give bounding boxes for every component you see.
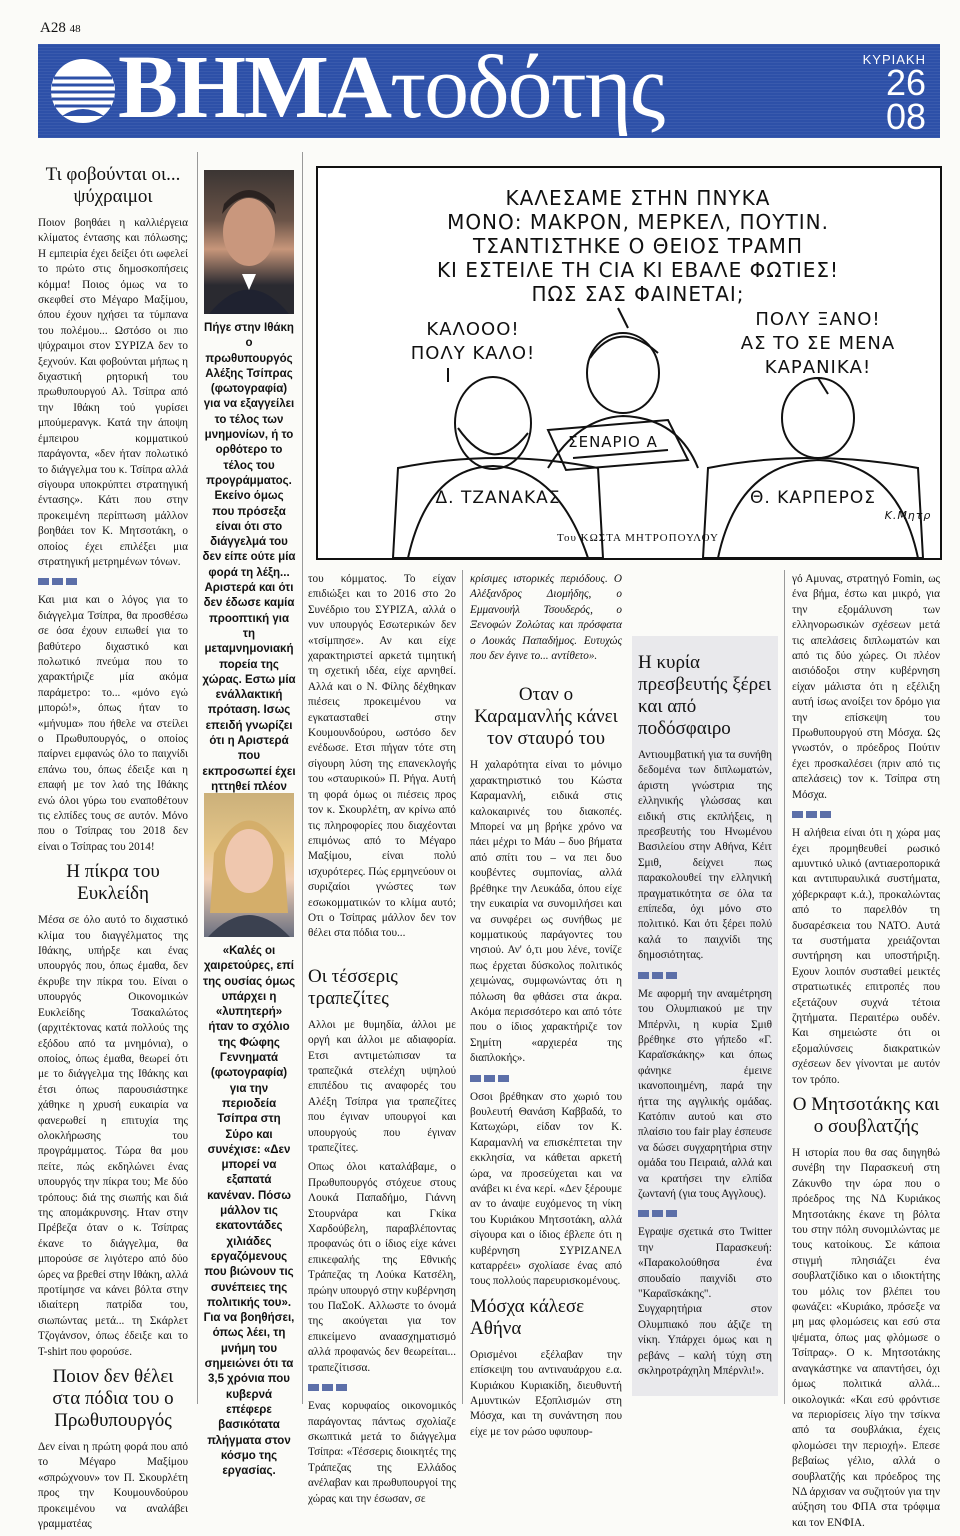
cartoon-chair-label: Θ. ΚΑΡΠΕΡΟΣ (749, 488, 877, 508)
section-separator (38, 578, 78, 585)
masthead (38, 38, 940, 138)
tsipras-photo (204, 170, 294, 314)
section-separator (792, 811, 832, 818)
column-rule (197, 152, 198, 1404)
paragraph: Μέσα σε όλο αυτό το διχαστικό κλίμα του διαγγέλματος της Ιθάκης, υπήρξε και ένας υπουργός που, όπως έμαθα, δεν έκρυβε την πίκρα του. Είναι ο υπουργός Οικονομικών Ευκλείδης Τσακαλώτος (αρχιτέκτονας κατά πολλούς της εξόδου από τα μνημόνια), ο οποίος, όπως έμαθα, θεωρεί ότι με το διάγγελμα της Ιθάκης και έτσι όπως παρουσιάστηκε χάθηκε η χρυσή ευκαιρία να φανερωθεί η επιτυχία της ολοκλήρωσης του προγράμματος. Τώρα θα μου πείτε, πώς εκδηλώνει ένας υπουργός την πίκρα του; Με δύο τρόπους: διά της σιωπής και διά της απομάκρυνσης. Ηταν στην Πρέβεζα όταν ο κ. Τσίπρας έκανε το διάγγελμα, θα μπορούσε σε λιγότερο από δύο ώρες να βρεθεί στην Ιθάκη, αλλά προτίμησε να κάνει βόλτα στην ιδιαίτερη πατρίδα του, σιωπώντας μετά... τη Σκάρλετ Τζογάνσον, όπως έδειξε και το T-shirt που φορούσε. (38, 914, 188, 1358)
cartoon-credit: Του ΚΩΣΤΑ ΜΗΤΡΟΠΟΥΛΟΥ (557, 532, 719, 544)
column-4 (470, 572, 622, 1444)
paragraph: Ποιον βοηθάει η καλλιέργεια κλίματος έντασης και πόλωσης; Η εμπειρία έχει δείξει ότι ωφελεί το πρώτο στις δημοσκοπήσεις κόμμα! Ποιος όμως να το σκεφθεί στο Μέγαρο Μαξίμου, όπου έχουν ηχήσει τα τύμπανα του πολέμου... Ωστόσο οι πιο ψύχραιμοι στον ΣΥΡΙΖΑ δεν το ξεχνούν. Και φοβούνται μήπως η διχαστική ρητορική του πρωθυπουργού Αλ. Τσίπρα από την Ιθάκη τού γυρίσει μπούμερανγκ. Κατά την άποψη έμπειρου κομματικού παράγοντα, «δεν ήταν πολωτικό το διάγγελμα του κ. Τσίπρα αλλά σίγουρα υποκρύπτει στρατηγική έντασης». Κάτι που στην προκειμένη περίπτωση μάλλον βοηθάει τον Κ. Μητσοτάκη, ο οποίος έχει επιλέξει μια στρατηγική μετρημένων τόνων. (38, 217, 188, 568)
paragraph: Η ιστορία που θα σας διηγηθώ συνέβη την Παρασκευή στη Ζάκυνθο την ώρα που ο πρόεδρος της ΝΔ Κυριάκος Μητσοτάκης έκανε τη βόλτα του στην πόλη συνομιλώντας με τους κατοίκους. Σε κάποια στιγμή πλησιάζει ένα σουβλατζίδικο και ο ιδιοκτήτης του μόλις τον βλέπει του φωνάζει: «Κυριάκο, πρόσεξε να μη μας φλομώσεις και εσύ στα ψέματα, όπως μας φλόμωσε ο Τσίπρας». Ο κ. Μητσοτάκης αναγκάστηκε να απαντήσει, όχι όμως πολιτικά αλλά... οικολογικά: «Και εσύ φρόντισε να περιορίσεις λίγο την τσίκνα από τα σουβλάκια, έχεις φλομώσει την περιοχή». Επεσε βεβαίως γέλιο, αλλά ο σουβλατζής και πρόεδρος της ΝΔ άρχισαν να συζητούν για την αύξηση του ΦΠΑ στα τρόφιμα και τον ΕΝΦΙΑ. (792, 1147, 940, 1529)
paragraph: Η χαλαρότητα είναι το μόνιμο χαρακτηριστικό του Κώστα Καραμανλή, ειδικά στις καλοκαιρινές του διακοπές. Μπορεί να μη βρήκε χρόνο να πάει μέχρι το Μάυ – δυο βήματα από σπίτι του – να πει δυο κουβέντες συμπονίας, αλλά βρέθηκε την Λευκάδα, όπου είχε την ευκαιρία να συνομιλήσει και να συνφέρει ως συνήθως με κομματικούς παράγοντες του νησιού. Αν' ό,τι μου λένε, τονίζε πως έρχεται δύσκολος πολιτικός χειμώνας, συμφωνώντας ότι η πόλωση θα φθάσει στα άκρα. Ακόμα περισσότερο και από τότε που ο ίδιος χαρακτήριζε τον Σημίτη «αρχιερέα της διαπλοκής». (470, 759, 622, 1065)
headline: Η πίκρα του Ευκλείδη (66, 861, 160, 905)
cartoon-speech-bubble: ΚΑΛΕΣΑΜΕ ΣΤΗΝ ΠΝΥΚΑ ΜΟΝΟ: ΜΑΚΡΟΝ, ΜΕΡΚΕΛ, ΠΟΥΤΙΝ. ΤΣΑΝΤΙΣΤΗΚΕ Ο ΘΕΙΟΣ ΤΡΑΜΠ ΚΙ ΕΣΤΕΙΛΕ ΤΗ CIA ΚΙ ΕΒΑΛΕ ΦΩΤΙΕΣ! ΠΩΣ ΣΑΣ ΦΑΙΝΕΤΑΙ; (436, 186, 840, 306)
column-6 (792, 572, 940, 1535)
paragraph: Ενας κορυφαίος οικονομικός παράγοντας πάντως σχολίαζε σκωπτικά μετά το διάγγελμα Τσίπρα: «Τέσσερις διοικητές της Τράπεζας της Ελλάδος ανέλαβαν και πρωθυπουργοί της χώρας και την έσωσαν, σε (308, 1400, 456, 1505)
paragraph: γό Αμυνας, στρατηγό Fomin, ως ένα βήμα, έστω και μικρό, για την εξομάλυνση των ελληνορωσικών σχέσεων μετά τις απελάσεις διπλωματών και από τις δύο χώρες. Οι πλέον αισιόδοξοι στην κυβέρνηση είχαν μάλιστα ότι η εξέλιξη αυτή ίσως ανοίξει τον δρόμο για την επίσκεψη του Πρωθυπουργού στη Μόσχα. Ως γνωστόν, ο πρόεδρος Πούτιν έχει προσκαλέσει (πριν από τις απελάσεις) τον κ. Τσίπρα στη Μόσχα. (792, 573, 940, 801)
column-3 (308, 572, 456, 1511)
section-separator (638, 972, 678, 979)
column-5 (638, 646, 772, 1383)
paragraph: Οπως όλοι καταλάβαμε, ο Πρωθυπουργός στόχευε στους Λουκά Παπαδήμο, Γιάννη Στουρνάρα και Γκίκα Χαρδούβελη, παραβλέποντας προφανώς ότι ο ίδιος είχε κάνει επικεφαλής της Εθνικής Τράπεζας τη Λούκα Κατσέλη, πρώην υπουργό στην κυβέρνηση του ΠαΣοΚ. Αλλωστε το όνομά της ακούγεται για τον επικείμενο αναασχηματισμό αλλά προφανώς δεν θεωρείται... τραπεζίτισσα. (308, 1161, 456, 1374)
headline: Η κυρία πρεσβευτής ξέρει και από ποδόσφαιρο (638, 652, 772, 739)
paragraph: κρίσιμες ιστορικές περιόδους. Ο Αλέξανδρος Διομήδης, ο Εμμανουήλ Τσουδερός, ο Ξενοφών Ζολώτας και πρόσφατα ο Λουκάς Παπαδήμος. Ευτυχώς που δεν έγινε το... αντίθετο». (470, 573, 622, 663)
section-separator (638, 1210, 678, 1217)
portrait-photo-icon (204, 793, 294, 937)
masthead-day: ΚΥΡΙΑΚΗ (862, 52, 926, 67)
headline: Ο Μητσοτάκης και ο σουβλατζής (792, 1094, 940, 1137)
portrait-photo-icon (204, 170, 294, 314)
paragraph: Οσοι βρέθηκαν στο χωριό του βουλευτή Θανάση Καββαδά, το Κατωχώρι, είδαν τον Κ. Καραμανλή να επισκέπτεται την εκκλησία, να κάθεται αρκετή ώρα, να προσεύχεται και να ανάβει κι ένα κερί. «Δεν ξέρουμε αν το άναψε ευχόμενος τη νίκη του Κυριάκου Μητσοτάκη, αλλά σίγουρα και ο ίδιος έβλεπε ότι η κυβέρνηση ΣΥΡΙΖΑΝΕΛ καταρρέει» σχολίασε ένας από τους πολλούς παρευρισκομένους. (470, 1090, 622, 1288)
gennimata-photo (204, 793, 294, 937)
cartoon-paper-label: ΣΕΝΑΡΙΟ Α (568, 433, 658, 451)
cartoon-speech-bubble: ΠΟΛΥ ΞΑΝΟ! ΑΣ ΤΟ ΣΕ ΜΕΝΑ ΚΑΡΑΝΙΚΑ! (740, 309, 896, 378)
paragraph: Ορισμένοι εξέλαβαν την επίσκεψη του αντιναυάρχου ε.α. Κυριάκου Κυριακίδη, διευθυντή Αμυντικών Εξοπλισμών στη Μόσχα, και τη συνάντηση που είχε με τον ρώσο υφυπουρ- (470, 1348, 622, 1438)
headline: Ποιον δεν θέλει στα πόδια του ο Πρωθυπουργός (52, 1366, 174, 1432)
brand-logo-icon (48, 56, 118, 126)
cartoonist-signature: Κ.Μητρ (884, 509, 932, 522)
political-cartoon (316, 166, 942, 560)
paragraph: Δεν είναι η πρώτη φορά που από το Μέγαρο Μαξίμου «σπρώχνουν» τον Π. Σκουρλέτη προς την Κουμουνδούρου προκειμένου να αναλάβει γραμματέας (38, 1441, 188, 1531)
column-rule (462, 570, 463, 1404)
section-separator (308, 1384, 348, 1391)
masthead-date: 26 08 (885, 62, 926, 137)
column-rule (784, 570, 785, 1404)
photo-caption: Πήγε στην Ιθάκη ο πρωθυπουργός Αλέξης Τσίπρας (φωτογραφία) για να εξαγγείλει το τέλος των μνημονίων, ή το ορθότερο το τέλος του προγράμματος. Εκείνο όμως που πρόσεξα είναι ότι στο διάγγελμά του δεν είπε ούτε μία φορά τη λέξη... Αριστερά και ότι δεν έδωσε καμία προοπτική για τη μεταμνημονιακή πορεία της χώρας. Εστω μία ενάλλακτική πρόταση. Ισως επειδή γνωρίζει ότι η Αριστερά που εκπροσωπεί έχει ηττηθεί πλέον (202, 322, 296, 793)
paragraph: του κόμματος. Το είχαν επιδιώξει και το 2016 στο 2ο Συνέδριο του ΣΥΡΙΖΑ, αλλά ο νυν υπουργός Εσωτερικών δεν «τσίμπησε». Αν και είχε χαρακτηριστεί αρκετά τιμητική τη σχετική ιδέα, είχε αρνηθεί. Αλλά και ο Ν. Φίλης δέχθηκαν πιέσεις προκειμένου να εγκατασταθεί στην Κουμουνδούρου, ωστόσο δεν ενέδωσε. Ετσι πήγαν τότε στη σίγουρη λύση της επανεκλογής του «σταυρικού» Π. Ρήγα. Αυτή τη φορά όμως οι πιέσεις προς τον κ. Σκουρλέτη, αν κρίνω από τις πληροφορίες που διαχέονται επιμόνως από το Μέγαρο Μαξίμου, είναι πολύ ισχυρότερες. Πώς ερμηνεύουν οι συριζαίοι γνώστες των εσωκομματικών το κλίμα αυτό; Οτι ο Τσίπρας μάλλον δεν τον θέλει στα πόδια του... (308, 573, 456, 940)
headline: Οταν ο Καραμανλής κάνει τον σταυρό του (474, 684, 618, 750)
paragraph: Με αφορμή την αναμέτρηση του Ολυμπιακού με την Μπέρνλι, η κυρία Σμιθ βρέθηκε στο γήπεδο «Γ. Καραϊσκάκης» και όπως φάνηκε έμεινε ικανοποιημένη, παρά την ήττα της αγγλικής ομάδας. Κατόπιν αυτού και στο πλαίσιο του fair play έσπευσε να δώσει συγχαρητήρια στην ομάδα του Πειραιά, αλλά και να κρατήσει την ελπίδα ζωντανή (για τους Αγγλους). (638, 987, 772, 1200)
paragraph: Η αλήθεια είναι ότι η χώρα μας έχει προμηθευθεί ρωσικό αμυντικό υλικό (αντιαεροπορικά και αντιπυραυλικά συστήματα, χόβερκραφτ κ.ά.), προκαλώντας από το παρελθόν τη δυσαρέσκεια του ΝΑΤΟ. Αυτά τα συστήματα χρειάζονται συντήρηση και υποστήριξη. Εχουν λοιπόν συσταθεί μεικτές στρατιωτικές επιτροπές που εξετάζουν συχνά τέτοια ζητήματα. Περαιτέρω ουδέν. Και σημειώστε ότι οι εξομαλύνσεις διακρατικών σχέσεων δεν γίνονται με αυτόν τον τρόπο. (792, 827, 940, 1086)
paragraph: Και μια και ο λόγος για το διάγγελμα Τσίπρα, θα προσθέσω σε όσα έχουν ειπωθεί για το βαθύτερο διχαστικό και πολωτικό πνεύμα που το χαρακτήριζε μία ακόμα παράμετρο: το... «μόνο εγώ μπορώ!», όπως ήταν το «μήνυμα» που ήθελε να στείλει ο Πρωθυπουργός, ο οποίος παίρνει εμφανώς όλο το παιχνίδι επάνω του, όπως έδειξε και η επαφή με τον λαό της Ιθάκης ενώ όλοι γύρω του εναποθέτουν τις ελπίδες τους σε αυτόν. Μόνο που ο Τσίπρας του 2018 δεν είναι ο Τσίπρας του 2014! (38, 594, 188, 853)
column-rule (302, 152, 303, 1404)
cartoon-speech-bubble: ΚΑΛΟΟΟ! ΠΟΛΥ ΚΑΛΟ! (410, 319, 536, 364)
paragraph: Εγραψε σχετικά στο Twitter την Παρασκευή: «Παρακολούθησα ένα σπουδαίο παιχνίδι στο "Καραϊσκάκης". Συγχαρητήρια στον Ολυμπιακό που άξιζε τη νίκη. Υπάρχει όμως και η ρεβάνς – καλή τύχη στη σκληροτράχηλη Μπέρνλι!». (638, 1226, 772, 1378)
headline: Οι τέσσερις τραπεζίτες (308, 965, 398, 1009)
paragraph: Αντιουμβατική για τα συνήθη δεδομένα των διπλωματών, άριστη γνώστρια της ελληνικής γλώσσας και ειδική στις εκπλήξεις, η πρεσβευτής του Ηνωμένου Βασιλείου στην Αθήνα, Κέιτ Σμιθ, δείχνει πως παρακολουθεί την ελληνική πραγματικότητα σε όλα τα επίπεδα, όχι μόνο στο πολιτικό. Και ότι ξέρει πολύ καλά το παιχνίδι της δημοσιότητας. (638, 749, 772, 962)
photo-caption: «Καλές οι χαιρετούρες, επί της ουσίας όμως υπάρχει η «λυπητερή» ήταν το σχόλιο της Φώφης Γεννηματά (φωτογραφία) για την περιοδεία Τσίπρα στη Σύρο και συνέχισε: «Δεν μπορεί να εξαπατά κανέναν. Πόσω μάλλον τις εκατοντάδες χιλιάδες εργαζόμενους που βιώνουν τις συνέπειες της πολιτικής του». Για να βοηθήσει, όπως λέει, τη μνήμη του σημειώνει ότι τα 3,5 χρόνια που κυβερνά επέφερε βασικότατα πλήγματα στον κόσμο της εργασίας. (202, 945, 296, 1478)
headline: Μόσχα κάλεσε Αθήνα (470, 1295, 585, 1339)
page-number: A28 48 (40, 20, 81, 36)
section-separator (470, 1075, 510, 1082)
paragraph: Αλλοι με θυμηδία, άλλοι με οργή και άλλοι με αδιαφορία. Ετσι αντιμετώπισαν τα τραπεζικά στελέχη υψηλού επιπέδου τις αναφορές του Αλέξη Τσίπρα για τραπεζίτες που έγιναν υπουργοί και υπουργούς που έγιναν τραπεζίτες. (308, 1018, 456, 1154)
cartoon-chair-label: Δ. ΤΖΑΝΑΚΑΣ (435, 488, 561, 508)
masthead-title: ΒΗΜΑτοδότης (118, 38, 664, 137)
headline: Τι φοβούνται οι... ψύχραιμοι (45, 164, 181, 207)
column-1 (38, 158, 188, 1536)
